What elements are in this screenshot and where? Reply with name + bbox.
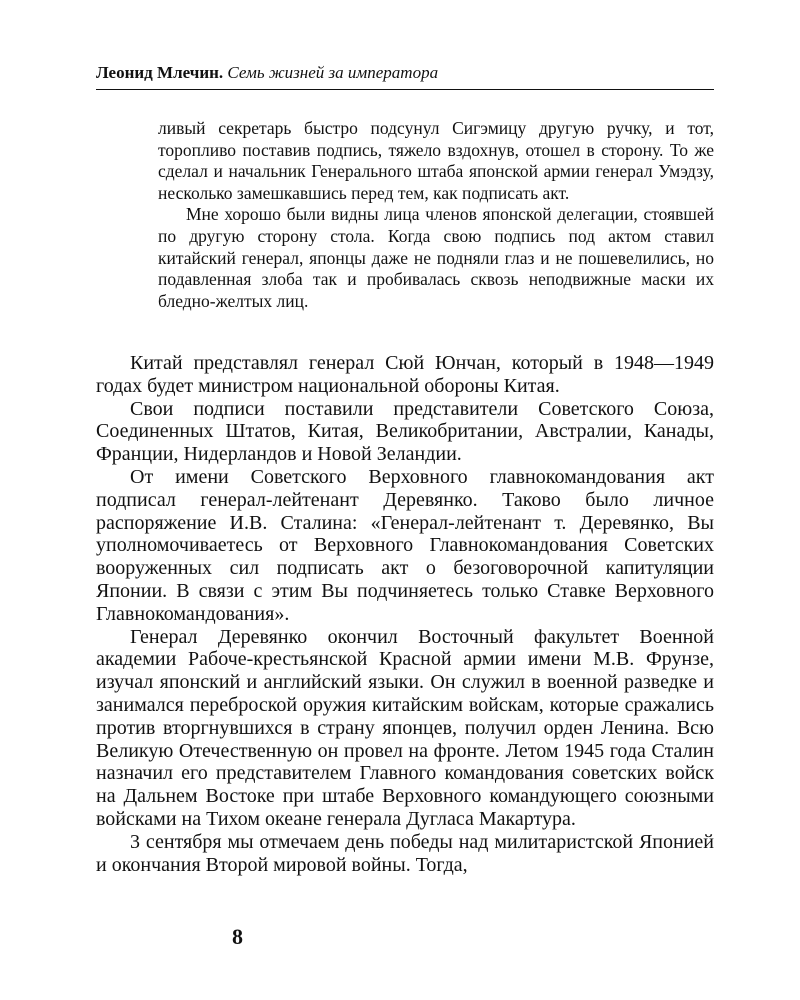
running-head <box>96 60 714 86</box>
quote-paragraph: ливый секретарь быстро подсунул Сигэмицу другую ручку, и тот, торопливо поставив подпись, тяжело вздохнув, отошел в сторону. То же сделал и начальник Генерального штаба японской армии генерал Умэдзу, несколько замешкавшись перед тем, как подписать акт. <box>158 118 714 203</box>
header-rule <box>96 89 714 90</box>
body-paragraph: Китай представлял генерал Сюй Юнчан, который в 1948—1949 годах будет министром национальной обороны Китая. <box>96 352 714 397</box>
header-book-title: Семь жизней за императора <box>227 63 439 82</box>
quote-paragraph: Мне хорошо были видны лица членов японской делегации, стоявшей по другую сторону стола. Когда свою подпись под актом ставил китайский генерал, японцы даже не подняли глаз и не пошевелились, но подавленная злоба так и пробивалась сквозь неподвижные маски их бледно-желтых лиц. <box>158 204 714 311</box>
body-paragraph: От имени Советского Верховного главнокомандования акт подписал генерал-лейтенант Деревянко. Таково было личное распоряжение И.В. Сталина: «Генерал-лейтенант т. Деревянко, Вы уполномочиваетесь от Верховного Главнокомандования Советских вооруженных сил подписать акт о безоговорочной капитуляции Японии. В связи с этим Вы подчиняетесь только Ставке Верховного Главнокомандования». <box>96 465 714 625</box>
quoted-passage <box>158 118 714 312</box>
page-number: 8 <box>232 924 243 949</box>
header-author: Леонид Млечин. <box>96 63 224 82</box>
body-paragraph: Генерал Деревянко окончил Восточный факультет Военной академии Рабоче-крестьянской Красной армии имени М.В. Фрунзе, изучал японский и английский языки. Он служил в военной разведке и занимался переброской оружия китайским войскам, которые сражались против вторгнувшихся в страну японцев, получил орден Ленина. Всю Великую Отечественную он провел на фронте. Летом 1945 года Сталин назначил его представителем Главного командования советских войск на Дальнем Востоке при штабе Верховного командующего союзными войсками на Тихом океане генерала Дугласа Макартура. <box>96 625 714 830</box>
main-text <box>96 352 714 876</box>
body-paragraph: 3 сентября мы отмечаем день победы над милитаристской Японией и окончания Второй мировой войны. Тогда, <box>96 830 714 876</box>
body-paragraph: Свои подписи поставили представители Советского Союза, Соединенных Штатов, Китая, Великобритании, Австралии, Канады, Франции, Нидерландов и Новой Зеландии. <box>96 397 714 466</box>
